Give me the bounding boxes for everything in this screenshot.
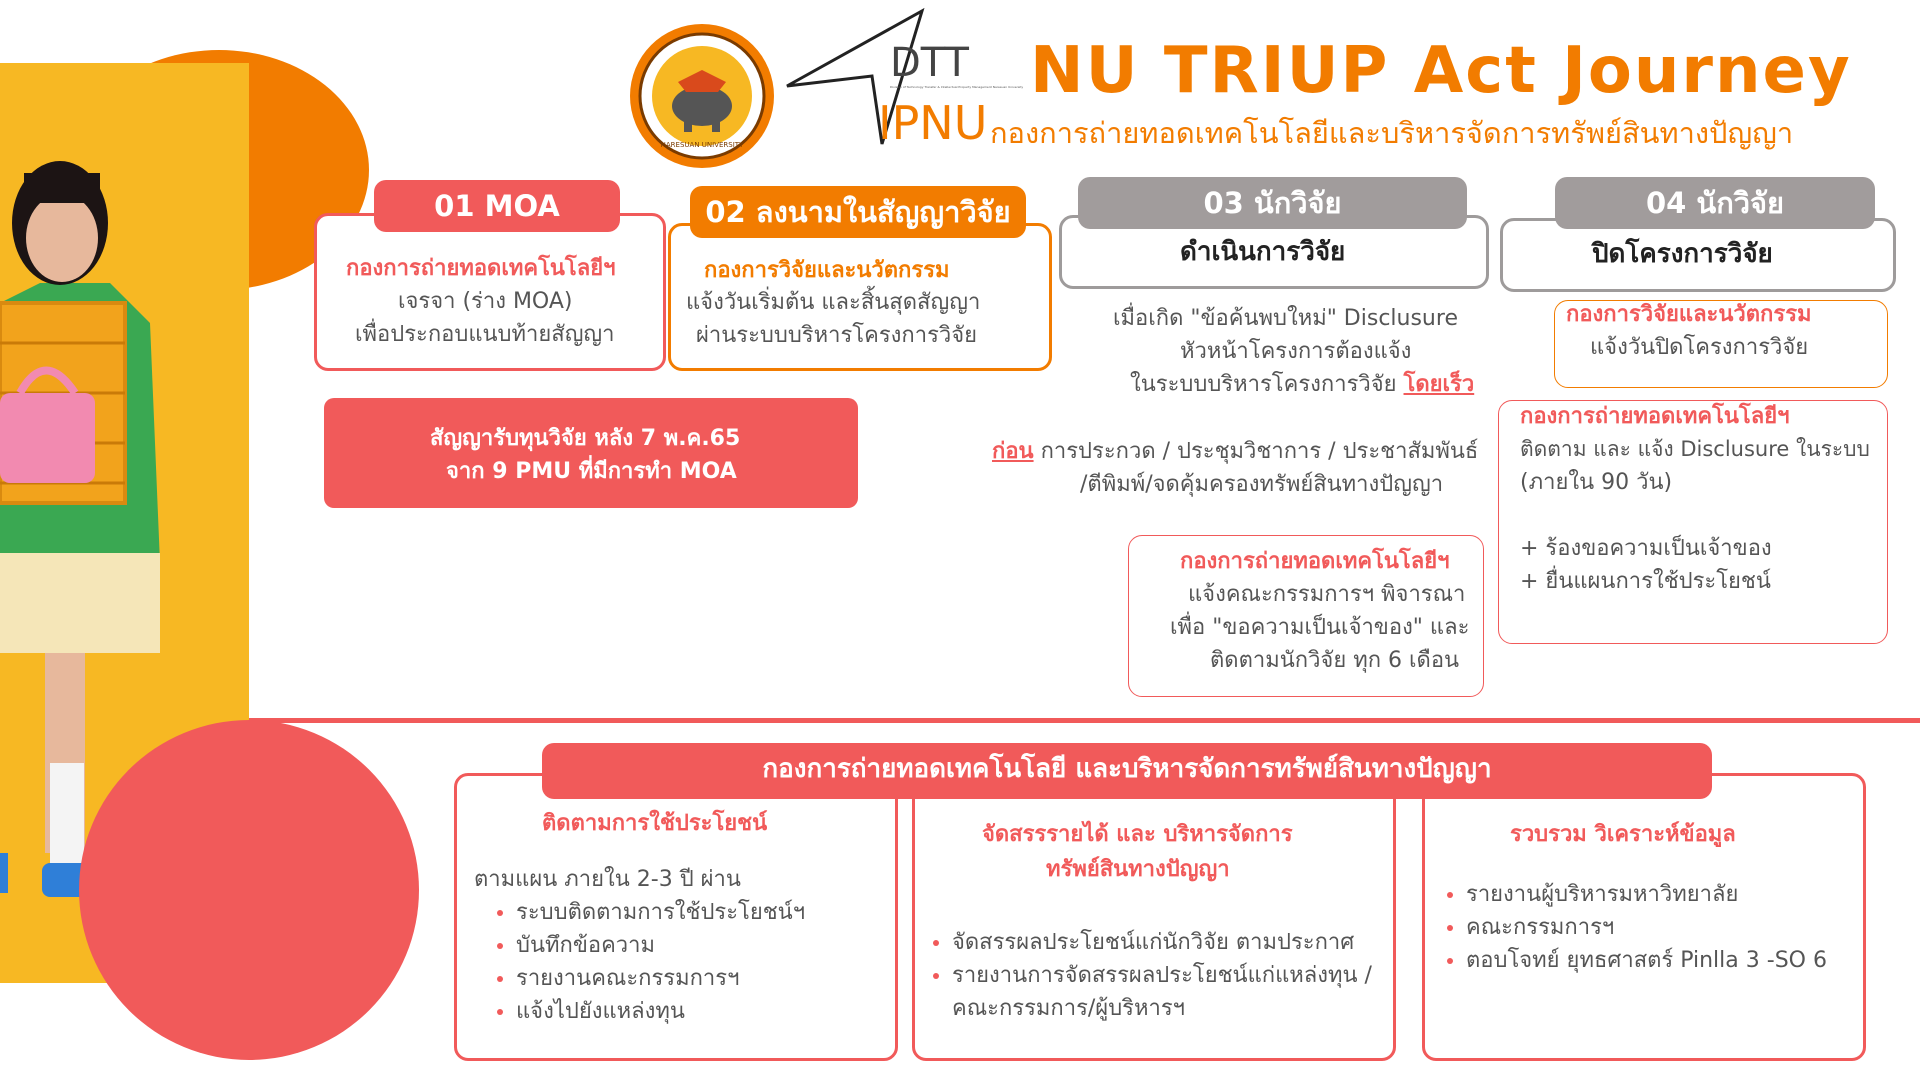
bottom-banner-text: กองการถ่ายทอดเทคโนโลยี และบริหารจัดการทรัพย์สินทางปัญญา [762, 754, 1492, 784]
bottom-col1-title: ติดตามการใช้ประโยชน์ [542, 811, 768, 836]
step3-line4-rest: การประกวด / ประชุมวิชาการ / ประชาสัมพันธ์ [1033, 439, 1479, 464]
logo-dtt-text: DTT [890, 40, 969, 86]
logo-dtt-small-text: Division of Technology Transfer & Intellectual Property Management Naresuan University [890, 85, 1024, 89]
page-title: NU TRIUP Act Journey [1030, 34, 1852, 108]
step2-header: 02 ลงนามในสัญญาวิจัย [690, 186, 1026, 238]
bottom-col2-list [926, 926, 1372, 992]
step3-box-org: กองการถ่ายทอดเทคโนโลยีฯ [1180, 549, 1450, 574]
list-item: • แจ้งไปยังแหล่งทุน [516, 995, 805, 1028]
list-item: • รายงานผู้บริหารมหาวิทยาลัย [1466, 878, 1827, 911]
naresuan-university-logo [628, 22, 776, 170]
bottom-col2-title1: จัดสรรรายได้ และ บริหารจัดการ [982, 822, 1293, 847]
bottom-col1-list [474, 896, 805, 1028]
dtt-ipnu-logo [782, 6, 1024, 150]
decorative-coral-arc [249, 720, 419, 890]
decorative-orange-arc [249, 70, 389, 230]
step3-line4-emph: ก่อน [992, 439, 1034, 464]
step1-org: กองการถ่ายทอดเทคโนโลยีฯ [346, 256, 616, 281]
list-item: • ระบบติดตามการใช้ประโยชน์ฯ [516, 896, 805, 929]
logo-ipnu-text: IPNU [878, 96, 988, 150]
step3-header: 03 นักวิจัย [1078, 177, 1467, 229]
list-item: • ตอบโจทย์ ยุทธศาสตร์ Pinlla 3 -SO 6 [1466, 944, 1827, 977]
page-subtitle: กองการถ่ายทอดเทคโนโลยีและบริหารจัดการทรัพย์สินทางปัญญา [990, 116, 1794, 150]
logo-nu-text: NARESUAN UNIVERSITY [660, 141, 744, 149]
step3-box-line1: แจ้งคณะกรรมการฯ พิจารณา [1188, 582, 1466, 607]
step4-sublabel: ปิดโครงการวิจัย [1592, 239, 1773, 269]
step3-sublabel: ดำเนินการวิจัย [1180, 237, 1346, 267]
step1-header: 01 MOA [374, 180, 620, 232]
step3-box-line2: เพื่อ "ขอความเป็นเจ้าของ" และ [1170, 615, 1470, 640]
step3-line3 [1130, 368, 1474, 401]
bottom-col1-intro: ตามแผน ภายใน 2-3 ปี ผ่าน [474, 867, 741, 892]
step3-line4 [992, 435, 1478, 468]
step4-box2-line1: ติดตาม และ แจ้ง Disclusure ในระบบ [1520, 437, 1870, 461]
step1-line2: เพื่อประกอบแนบท้ายสัญญา [355, 322, 615, 347]
step4-box2-line4: + ยื่นแผนการใช้ประโยชน์ [1520, 569, 1771, 594]
step3-box-line3: ติดตามนักวิจัย ทุก 6 เดือน [1210, 648, 1460, 673]
bottom-col2-title2: ทรัพย์สินทางปัญญา [1046, 857, 1230, 882]
divider-line [249, 718, 1920, 723]
step2-line2: ผ่านระบบบริหารโครงการวิจัย [696, 323, 978, 348]
step4-box2-line3: + ร้องขอความเป็นเจ้าของ [1520, 536, 1772, 561]
step3-line3-prefix: ในระบบบริหารโครงการวิจัย [1130, 372, 1404, 397]
list-item: • จัดสรรผลประโยชน์แก่นักวิจัย ตามประกาศ [952, 926, 1372, 959]
contract-note-line1: สัญญารับทุนวิจัย หลัง 7 พ.ค.65 [430, 426, 741, 451]
step4-box1-org: กองการวิจัยและนวัตกรรม [1566, 302, 1812, 327]
step3-line1: เมื่อเกิด "ข้อค้นพบใหม่" Disclusure [1113, 306, 1458, 331]
step2-line1: แจ้งวันเริ่มต้น และสิ้นสุดสัญญา [686, 290, 981, 315]
bottom-col3-list [1440, 878, 1827, 977]
step4-header: 04 นักวิจัย [1555, 177, 1875, 229]
contract-note-line2: จาก 9 PMU ที่มีการทำ MOA [446, 459, 737, 484]
step4-box2-line2: (ภายใน 90 วัน) [1520, 470, 1673, 495]
step4-box1-line1: แจ้งวันปิดโครงการวิจัย [1590, 335, 1809, 360]
bottom-col2-item2-cont: คณะกรรมการ/ผู้บริหารฯ [952, 996, 1185, 1021]
step3-line2: หัวหน้าโครงการต้องแจ้ง [1180, 339, 1412, 364]
step3-line3-emph: โดยเร็ว [1403, 372, 1475, 397]
list-item: • คณะกรรมการฯ [1466, 911, 1827, 944]
step1-line1: เจรจา (ร่าง MOA) [398, 289, 573, 314]
bottom-col3-title: รวบรวม วิเคราะห์ข้อมูล [1510, 822, 1736, 847]
step3-line5: /ตีพิมพ์/จดคุ้มครองทรัพย์สินทางปัญญา [1080, 472, 1444, 497]
list-item: • บันทึกข้อความ [516, 929, 805, 962]
list-item: • รายงานการจัดสรรผลประโยชน์แก่แหล่งทุน / [952, 959, 1372, 992]
list-item: • รายงานคณะกรรมการฯ [516, 962, 805, 995]
step4-box2-org: กองการถ่ายทอดเทคโนโลยีฯ [1520, 404, 1790, 429]
step2-org: กองการวิจัยและนวัตกรรม [704, 258, 950, 283]
